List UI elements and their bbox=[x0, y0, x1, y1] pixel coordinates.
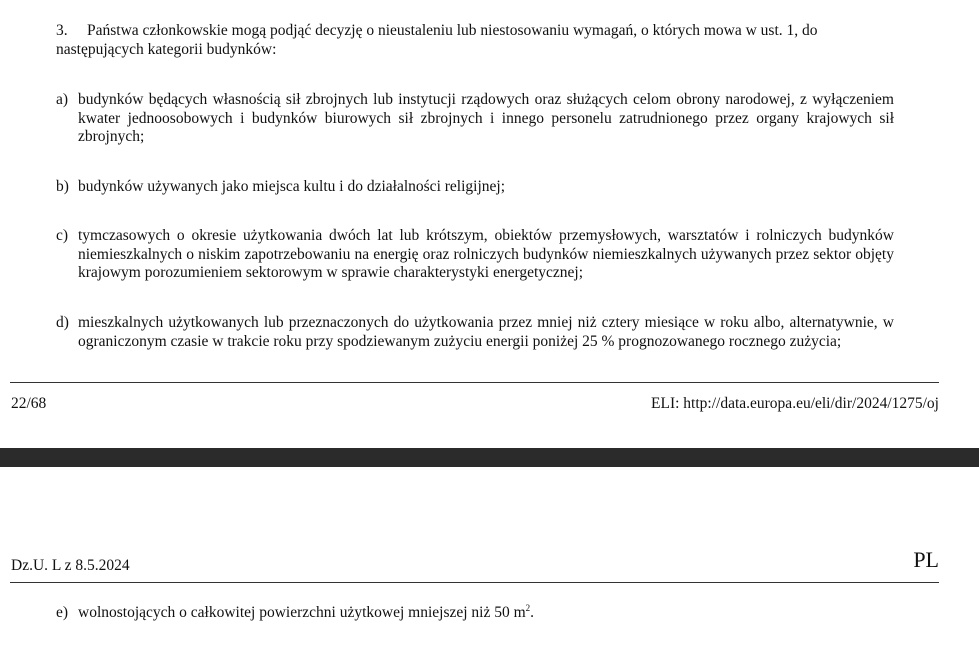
list-item-text-main: wolnostojących o całkowitej powierzchni użytkowej mniejszej niż 50 m bbox=[78, 604, 526, 621]
list-item-text: budynków używanych jako miejsca kultu i do działalności religijnej; bbox=[78, 178, 506, 195]
superscript: 2 bbox=[525, 603, 531, 613]
list-item-text: tymczasowych o okresie użytkowania dwóch lat lub krótszym, obiektów przemysłowych, warsztatów i rolniczych budynków niemieszkalnych o niskim zapotrzebowaniu na energię oraz rolniczych budynków niemieszkalnych używanych przez sektor objęty krajowym porozumieniem sektorowym w sprawie charakterystyki energetycznej; bbox=[78, 227, 894, 281]
page-separator bbox=[0, 448, 979, 467]
list-item-d bbox=[56, 314, 894, 351]
list-marker: b) bbox=[56, 178, 69, 195]
list-item-text: budynków będących własnością sił zbrojnych lub instytucji rządowych oraz służących celom obrony narodowej, z wyłączeniem kwater jednoosobowych i budynków biurowych sił zbrojnych i innego personelu zatrudnionego przez organy krajowych sił zbrojnych; bbox=[78, 91, 894, 145]
paragraph-number: 3. bbox=[56, 22, 68, 39]
list-marker: a) bbox=[56, 91, 69, 108]
language-code: PL bbox=[913, 547, 939, 572]
page-number: 22/68 bbox=[11, 395, 47, 412]
list-marker: d) bbox=[56, 314, 69, 331]
eli-reference: ELI: http://data.europa.eu/eli/dir/2024/1275/oj bbox=[651, 395, 939, 412]
list-item-b bbox=[56, 178, 894, 197]
list-item-text: mieszkalnych użytkowanych lub przeznaczonych do użytkowania przez mniej niż cztery miesiące w roku albo, alternatywnie, w ograniczonym czasie w trakcie roku przy spodziewanym zużyciu energii poniżej 25 % prognozowanego rocznego zużycia; bbox=[78, 314, 894, 350]
paragraph-text: Państwa członkowskie mogą podjąć decyzję o nieustaleniu lub niestosowaniu wymagań, o których mowa w ust. 1, do następujących kategorii budynków: bbox=[56, 22, 818, 58]
footer-divider bbox=[10, 382, 939, 383]
document-page-23 bbox=[0, 467, 979, 652]
list-marker: c) bbox=[56, 227, 69, 244]
list-item-text-end: . bbox=[530, 604, 535, 621]
header-divider bbox=[10, 582, 939, 583]
journal-reference: Dz.U. L z 8.5.2024 bbox=[11, 557, 130, 574]
paragraph-3 bbox=[56, 22, 894, 59]
list-item-c bbox=[56, 227, 894, 283]
list-item-e bbox=[56, 604, 894, 623]
list-item-text bbox=[78, 604, 894, 623]
list-marker: e) bbox=[56, 604, 69, 621]
list-item-a bbox=[56, 91, 894, 147]
